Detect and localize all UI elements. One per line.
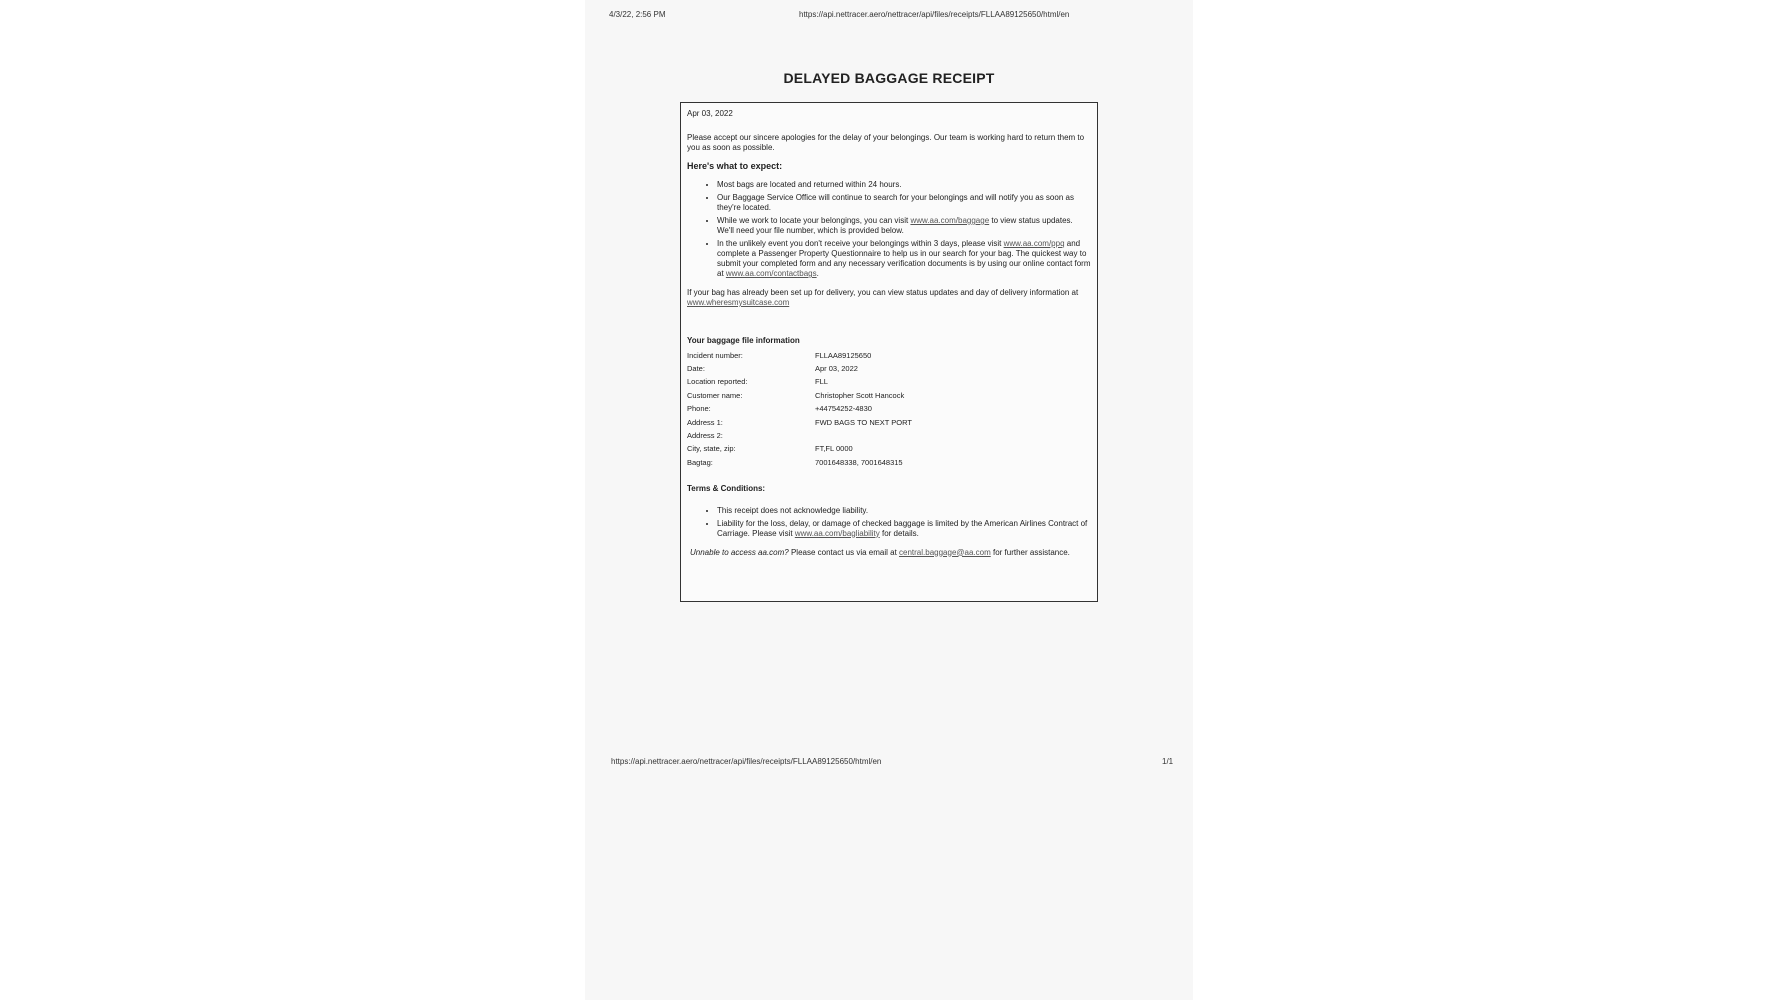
print-footer-url: https://api.nettracer.aero/nettracer/api/files/receipts/FLLAA89125650/html/en [611, 757, 882, 766]
terms-text: Liability for the loss, delay, or damage of checked baggage is limited by the American Airlines Contract of Carriage. Please visit [717, 518, 1088, 538]
wheresmysuitcase-link[interactable]: www.wheresmysuitcase.com [687, 298, 790, 307]
apology-paragraph: Please accept our sincere apologies for the delay of your belongings. Our team is working hard to return them to you as soon as possible. [687, 133, 1085, 152]
list-item [717, 519, 1091, 539]
ppq-link[interactable]: www.aa.com/ppq [1003, 239, 1065, 248]
page-number: 1/1 [1162, 757, 1174, 766]
table-row [687, 429, 912, 442]
contact-italic: Unnable to access aa.com? [690, 547, 789, 557]
bullet-text: Most bags are located and returned within 24 hours. [717, 180, 902, 189]
info-value: 7001648338, 7001648315 [815, 457, 903, 467]
table-row [687, 349, 912, 362]
info-value: FLLAA89125650 [815, 350, 872, 360]
letter-date: Apr 03, 2022 [687, 109, 733, 118]
info-label: Date: [687, 364, 705, 374]
table-row [687, 443, 912, 456]
list-item [717, 506, 1091, 516]
info-value: FWD BAGS TO NEXT PORT [815, 417, 912, 427]
info-label: Incident number: [687, 350, 743, 360]
expect-heading: Here's what to expect: [687, 161, 783, 171]
contact-text: Please contact us via email at [788, 547, 900, 557]
print-date: 4/3/22, 2:56 PM [609, 10, 666, 19]
info-label: Phone: [687, 404, 711, 414]
terms-list [687, 506, 1091, 539]
list-item [717, 239, 1091, 279]
delivery-text: If your bag has already been set up for delivery, you can view status updates and day of delivery information at [687, 288, 1079, 297]
info-label: Address 1: [687, 417, 723, 427]
terms-text: This receipt does not acknowledge liability. [717, 505, 869, 515]
info-label: Address 2: [687, 431, 723, 441]
delivery-paragraph [687, 288, 1091, 308]
central-baggage-email-link[interactable]: central.baggage@aa.com [899, 547, 991, 557]
table-row [687, 362, 912, 375]
contact-paragraph [690, 548, 1091, 558]
contact-bags-link[interactable]: www.aa.com/contactbags [725, 269, 817, 278]
table-row [687, 416, 912, 429]
info-value: FT,FL 0000 [815, 444, 853, 454]
table-row [687, 389, 912, 402]
receipt-box [680, 102, 1098, 602]
table-row [687, 456, 912, 469]
list-item [717, 216, 1091, 236]
terms-text: for details. [879, 528, 919, 538]
list-item [717, 193, 1091, 213]
list-item [717, 180, 1091, 190]
expect-list [687, 180, 1091, 279]
info-value: Apr 03, 2022 [815, 364, 858, 374]
info-value [815, 429, 912, 442]
info-value: FLL [815, 377, 828, 387]
bullet-text: While we work to locate your belongings, you can visit [717, 216, 911, 225]
bag-liability-link[interactable]: www.aa.com/bagliability [794, 528, 880, 538]
info-label: Customer name: [687, 390, 743, 400]
bullet-text: In the unlikely event you don't receive your belongings within 3 days, please visit [717, 239, 1004, 248]
contact-text: for further assistance. [990, 547, 1070, 557]
info-label: Bagtag: [687, 457, 713, 467]
print-header-url: https://api.nettracer.aero/nettracer/api/files/receipts/FLLAA89125650/html/en [799, 10, 1070, 19]
baggage-status-link[interactable]: www.aa.com/baggage [910, 216, 990, 225]
bullet-text: . [816, 269, 819, 278]
bullet-text: to view status updates. We'll need your file number, which is provided below. [717, 216, 1073, 235]
info-label: Location reported: [687, 377, 748, 387]
bullet-text: Our Baggage Service Office will continue to search for your belongings and will notify you as soon as they're located. [717, 193, 1074, 212]
terms-heading: Terms & Conditions: [687, 483, 766, 493]
info-value: Christopher Scott Hancock [815, 390, 905, 400]
info-value: +44754252-4830 [815, 404, 872, 414]
receipt-title: DELAYED BAGGAGE RECEIPT [783, 70, 995, 86]
file-info-table [687, 349, 912, 470]
scanned-page [585, 0, 1193, 1000]
table-row [687, 403, 912, 416]
bullet-text: and complete a Passenger Property Questionnaire to help us in our search for your bag. The quickest way to submit your completed form and any necessary verification documents is by using our online contact form at [717, 239, 1091, 278]
receipt-content [687, 109, 1091, 558]
table-row [687, 376, 912, 389]
info-label: City, state, zip: [687, 444, 736, 454]
file-info-heading: Your baggage file information [687, 336, 800, 345]
